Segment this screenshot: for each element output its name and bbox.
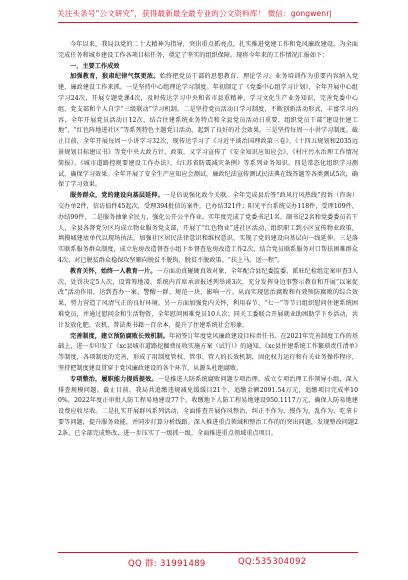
section-heading: 一、主要工作成效: [70, 62, 120, 70]
footer: [58, 552, 358, 572]
paragraph-lead: 专项整治，履职能力提质提效。: [70, 375, 158, 383]
paragraph-education: [58, 72, 358, 191]
top-banner: [0, 6, 408, 30]
qq-group-text: QQ 群: 31991489: [128, 559, 206, 569]
qq-text: QQ:535304092: [238, 557, 307, 567]
paragraph-lead: 服务群众，党的建设向基层延伸。: [70, 192, 164, 200]
paragraph-text: 一方面动真碰硬真效对象，全年配合县纪委监委、派驻纪检组定案审查3人次，处罚决定5人次，设置筹地凌、系统内首席承谚报述列举谈3次，充分发挥身边事警示教育和开展“以案促改”活动作用，达到查办一案、警醒一群、规范一块、影响一片。从而实现惩治腐败和有效预防腐败的综合效果，努力营造了风清气正的良好环境。另一方面加强党内关怀，利用春节、“七一”等节日组织慰问住建系统困难党员，并通过慰问金和生活物资，全年慰问困难党员10人次；同关工委联合开展就业助困助学下乡活动，共计发放化肥、农机、普法类书籍一百余本，提升了住建系统社会形象。: [58, 267, 359, 329]
banner-text: 关注头条号“公文研究”，获得最新最全最专业的公文资料库！ 微信：gongwenrj: [57, 9, 332, 18]
paragraph-lead: 教育关怀，始终一人教育一片。: [70, 267, 157, 275]
paragraph-service: [58, 191, 358, 267]
paragraph-system: [58, 332, 358, 375]
intro-paragraph: 今年以来，我局以党的二十大精神为指导，突出重点抓亮点，扎实推进党建工作和党风廉政建设，为全面完成任务和城乡建设工作各项目标任务，奠定了坚实的组织保障。现将今年来的工作情况汇报如下：: [58, 41, 358, 59]
paragraph-lead: 完善制度，建立预防腐败长效机制。: [70, 332, 170, 340]
paragraph-rectification: [58, 375, 358, 440]
paragraph-text: 始终把党员干部的思想教育、理论学习、业务培训作为重要内容纳入党建、廉政建设工作来抓。一是坚持中心组理论学习制度。年初制定了《党委中心组学习计划》，全年开展中心组学习24次，开展专题党课4次，及时传达学习中央和省市县重精神，学习文化生产业务知识，完善党委中心组、党支部和个人自学“三级联动”学习机制。二是坚持党员活动日学习制度，不断创新活动形式，丰富学习内容，全年开展党员活动日12次，结合住建系统业务特点和全县党员活动日重要，组织党员干部“建设住建工地”、“红色阵地进社区”等系列特色主题党日活动，起到了良好的社会效果。三是坚持每周一小讲学习制度。截止目前，全年开展每周一小讲学习32次，现传达学习了《习近平谈治国理政第三卷》、《十四五规划和2035远景规划目标建议书》等党中央大政方针、政策，又学习宣传了《安全知识应知应会》、《村庄污水治理工作情况简报》、《城市道路控规要建设工作办法》、《江苏省防震减灾条例》等系列业务知识。四是常态化组织学习测试，确保学习效果。全年开展了安全生产应知应会测试、廉政纪法宣传测试民法典在线答题等各类测试5次，确保了学习效果。: [58, 73, 358, 189]
paragraph-care: [58, 267, 358, 332]
paragraph-text: 一是倍说强化政令关联。全年完成县后签“政风行风热线”投诉（咨询）交办单2件，信访值件45起次，受理394批信访案件，已办结321件；阳光平台系统交办118件，受理109件，办结99件，二是服务抽象全民力，强化公开公平作业。实年度完成了党委书记1名、副书记2名和党委委员若干人，全县各督党分区均成立物业服务党支部，开展了“红色物业”进社区活动，组织职工到小区宣传物业政策，填摸城建底单代以现场执法，加强社区居民法律意识和维权意识，实现了党的建设向基层向一线延伸。三是落实联系服务群众制度，成立危房改造督查小组下乡督查危房改造工作2次，结合党员联系服务对口帮扶困难群众4次，对已脱贫群众稳保攻坚顺向脱贫不脱钩、脱贫不脱政策。“扶上马、送一程”。: [58, 192, 358, 264]
paragraph-text: 一是推进人防系统腐败问题专项治理。成立专项治理工作领导小组，深入排查规模问题。截止目前，我局共追缴违规减免缓缓目21个，追缴金额2091.54万元，追缴项目完成率100%，2022年度正审批人防工程易地建设77个，收缴地下人防工程易地建设950.1117万元，确保人防易地建设费应收尽收。二是扎实开展群风系列活动，全面排查开展作风整治，纠正不作为、慢作为、乱作为、吃拿卡要等问题，提升服务效能，并同步打算分析线路。深入推进重点领域和整治工作的的突出问题，发现整改问题22条，已全部完成整改，进一步压实了一级抓一级，全面推进重点领域重点项目。: [58, 375, 358, 437]
banner-divider: [58, 22, 358, 23]
footer-divider: [58, 552, 358, 553]
document-body: [58, 40, 358, 439]
paragraph-lead: 加强教育，狠肃纪律气氛更浓。: [70, 73, 160, 81]
paragraph-text: 年初签订年度党风廉政建设目标责任书。在2021年完善制度工作的基础上，进一步印发了《xc县城市道路挖掘费征收实施方案（试行）》的通知、《xc县住建系统工作繁琐责任清单》等制度，各项制度的完善，形成了用制度管权、管事、管人的长效机制，固化权力运行和有关业务操作程序，坚持把制度建设贯穿于党风廉政建设的各个环节，从源头杜绝腐败。: [58, 332, 358, 372]
